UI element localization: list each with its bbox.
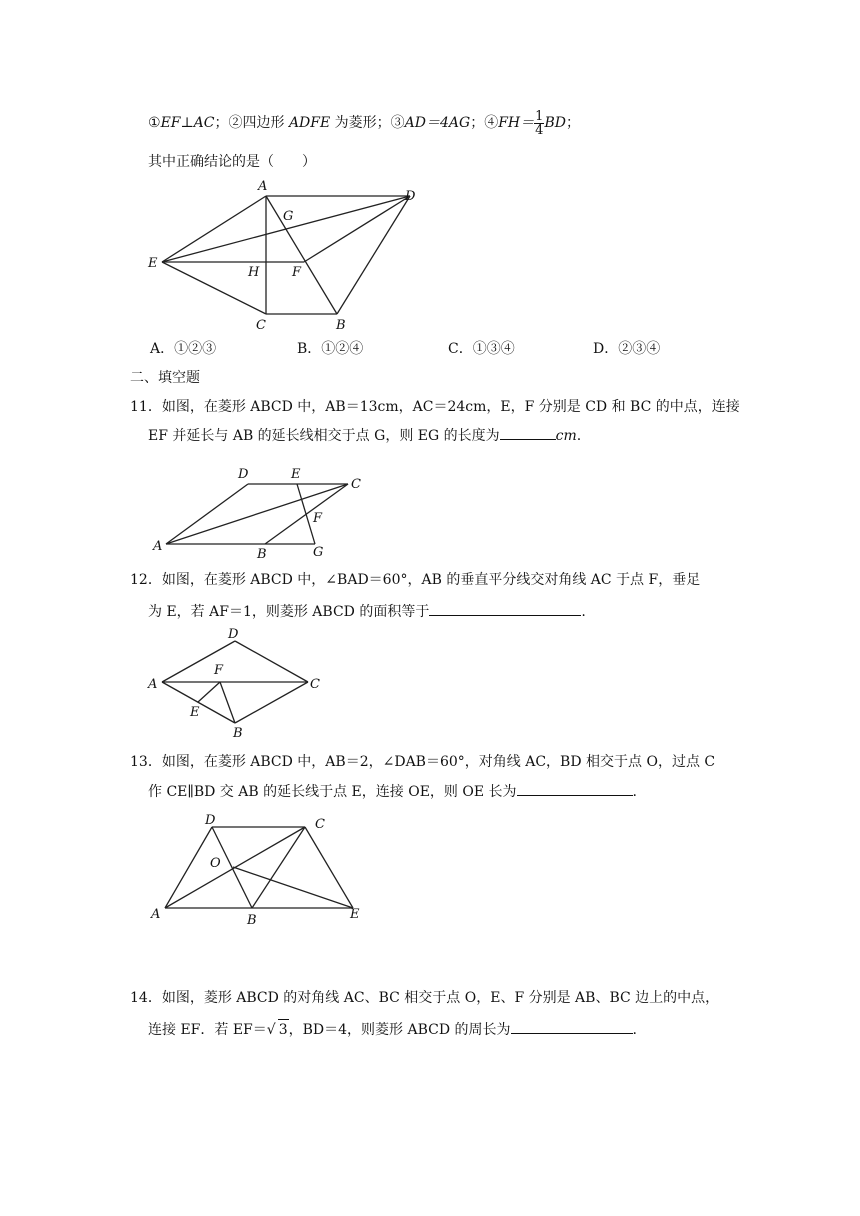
fraction-one-quarter: $\frac{1}{4}$ <box>535 108 544 138</box>
q11-label-C: C <box>351 477 361 492</box>
q10-label-G: G <box>283 209 294 224</box>
q11-label-E: E <box>291 467 301 482</box>
q13-label-C: C <box>315 817 325 832</box>
q10-label-A: A <box>258 179 268 194</box>
q11-line-2: EF 并延长与 AB 的延长线相交于点 G，则 EG 的长度为 cm. <box>148 425 581 446</box>
q13-answer-blank[interactable] <box>517 781 633 796</box>
q12-answer-blank[interactable] <box>429 601 581 616</box>
q13-label-A: A <box>151 907 161 922</box>
q14-line-2: 连接 EF．若 EF＝√ 3，BD＝4，则菱形 ABCD 的周长为 . <box>148 1019 637 1040</box>
q10-statements: ①EF⊥AC；②四边形 ADFE 为菱形；③AD＝4AG；④FH＝ $\frac{1}{4}$ BD； <box>148 108 580 138</box>
q13-label-D: D <box>205 813 216 828</box>
q10-label-E: E <box>148 256 158 271</box>
q11-label-G: G <box>313 545 324 560</box>
q12-label-E: E <box>190 705 200 720</box>
q10-figure <box>140 176 420 336</box>
q12-label-A: A <box>148 677 158 692</box>
q10-label-B: B <box>336 318 346 333</box>
q10-label-F: F <box>292 265 302 280</box>
q12-label-B: B <box>233 726 243 741</box>
q13-line-2: 作 CE∥BD 交 AB 的延长线于点 E，连接 OE，则 OE 长为 . <box>148 781 637 802</box>
q11-answer-blank[interactable] <box>500 425 556 440</box>
q13-figure <box>145 810 375 930</box>
q10-label-C: C <box>256 318 266 333</box>
q11-label-A: A <box>153 539 163 554</box>
q10-option-a[interactable]: A．①②③ <box>150 341 217 357</box>
q10-label-H: H <box>248 265 260 280</box>
q12-label-C: C <box>310 677 320 692</box>
q11-label-F: F <box>313 511 323 526</box>
section-heading: 二、填空题 <box>130 370 200 386</box>
q12-label-F: F <box>214 663 224 678</box>
q11-line-1: 11．如图，在菱形 ABCD 中，AB＝13cm，AC＝24cm，E，F 分别是 CD 和 BC 的中点，连接 <box>130 399 740 415</box>
q12-label-D: D <box>228 627 239 642</box>
q10-label-D: D <box>405 189 416 204</box>
q12-line-2: 为 E，若 AF＝1，则菱形 ABCD 的面积等于 . <box>148 601 586 622</box>
q10-option-d[interactable]: D．②③④ <box>593 341 661 357</box>
q14-line-1: 14．如图，菱形 ABCD 的对角线 AC、BC 相交于点 O，E、F 分别是 AB、BC 边上的中点， <box>130 990 720 1006</box>
q10-option-b[interactable]: B．①②④ <box>297 341 364 357</box>
q12-figure <box>140 626 340 741</box>
q11-label-B: B <box>257 547 267 562</box>
q11-label-D: D <box>238 467 249 482</box>
q13-line-1: 13．如图，在菱形 ABCD 中，AB＝2，∠DAB＝60°，对角线 AC，BD 相交于点 O，过点 C <box>130 754 716 770</box>
q12-line-1: 12．如图，在菱形 ABCD 中，∠BAD＝60°，AB 的垂直平分线交对角线 AC 于点 F，垂足 <box>130 572 701 588</box>
q13-label-O: O <box>210 856 221 871</box>
q11-figure <box>145 462 375 562</box>
q13-label-B: B <box>247 913 257 928</box>
q10-option-c[interactable]: C．①③④ <box>448 341 515 357</box>
q14-answer-blank[interactable] <box>511 1019 633 1034</box>
sqrt-symbol: √ <box>266 1022 276 1038</box>
q10-question: 其中正确结论的是（ ） <box>148 154 316 170</box>
q13-label-E: E <box>350 907 360 922</box>
